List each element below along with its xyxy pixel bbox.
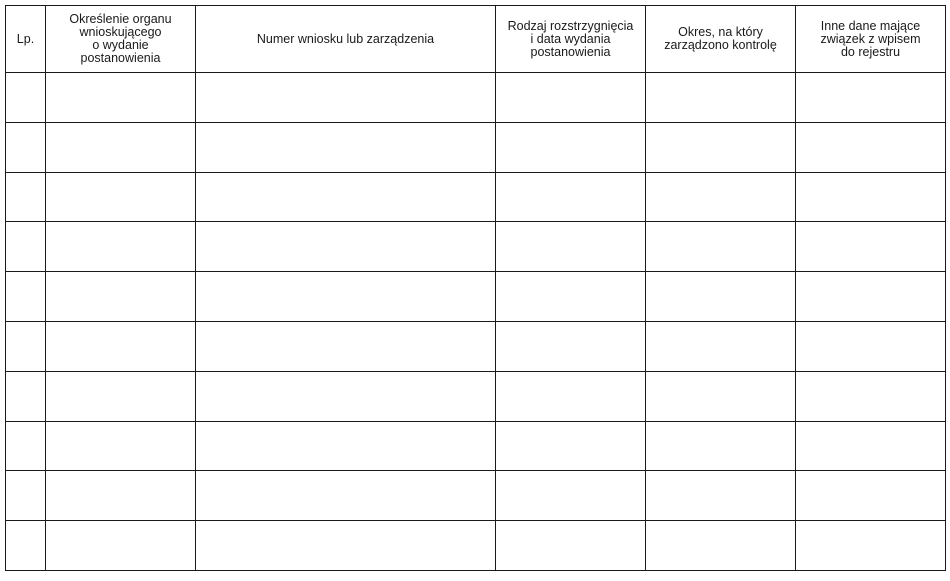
cell-okres — [646, 421, 796, 471]
cell-organ — [46, 371, 196, 421]
cell-rodzaj — [496, 122, 646, 172]
header-inne-line-1: Inne dane mające — [820, 18, 921, 33]
table-row — [6, 172, 946, 222]
cell-rodzaj — [496, 321, 646, 371]
cell-inne — [796, 272, 946, 322]
cell-numer — [196, 172, 496, 222]
header-rodzaj — [496, 6, 646, 73]
header-rodzaj-line-1: Rodzaj rozstrzygnięcia — [507, 18, 634, 33]
cell-rodzaj — [496, 272, 646, 322]
cell-okres — [646, 122, 796, 172]
cell-inne — [796, 471, 946, 521]
table-row — [6, 371, 946, 421]
header-inne-line-3: do rejestru — [840, 44, 901, 59]
cell-rodzaj — [496, 371, 646, 421]
cell-inne — [796, 371, 946, 421]
cell-organ — [46, 122, 196, 172]
table-row — [6, 521, 946, 571]
header-rodzaj-line-2: i data wydania — [530, 31, 611, 46]
header-numer — [196, 6, 496, 73]
header-inne — [796, 6, 946, 73]
table-row — [6, 122, 946, 172]
cell-okres — [646, 222, 796, 272]
table-row — [6, 471, 946, 521]
table-row — [6, 73, 946, 123]
cell-lp — [6, 321, 46, 371]
header-okres-line-1: Okres, na który — [678, 25, 763, 39]
header-lp — [6, 6, 46, 73]
cell-rodzaj — [496, 421, 646, 471]
cell-okres — [646, 471, 796, 521]
cell-rodzaj — [496, 471, 646, 521]
header-organ-line-4: postanowienia — [80, 51, 161, 65]
table-row — [6, 272, 946, 322]
cell-numer — [196, 371, 496, 421]
table-row — [6, 222, 946, 272]
cell-rodzaj — [496, 222, 646, 272]
cell-organ — [46, 272, 196, 322]
table-row — [6, 321, 946, 371]
cell-lp — [6, 222, 46, 272]
cell-inne — [796, 222, 946, 272]
table-body — [6, 73, 946, 571]
cell-inne — [796, 73, 946, 123]
cell-organ — [46, 471, 196, 521]
cell-okres — [646, 321, 796, 371]
cell-rodzaj — [496, 521, 646, 571]
cell-numer — [196, 471, 496, 521]
header-organ — [46, 6, 196, 73]
cell-numer — [196, 421, 496, 471]
cell-rodzaj — [496, 172, 646, 222]
header-rodzaj-line-3: postanowienia — [530, 44, 611, 59]
cell-inne — [796, 521, 946, 571]
cell-lp — [6, 371, 46, 421]
cell-organ — [46, 222, 196, 272]
cell-lp — [6, 73, 46, 123]
cell-lp — [6, 122, 46, 172]
cell-okres — [646, 521, 796, 571]
cell-numer — [196, 122, 496, 172]
header-okres — [646, 6, 796, 73]
cell-numer — [196, 521, 496, 571]
header-lp-line-1: Lp. — [16, 31, 35, 46]
header-inne-line-2: związek z wpisem — [820, 31, 921, 46]
cell-lp — [6, 421, 46, 471]
header-organ-line-3: o wydanie — [92, 38, 149, 52]
header-numer-line-1: Numer wniosku lub zarządzenia — [256, 31, 435, 46]
table-row — [6, 421, 946, 471]
cell-organ — [46, 73, 196, 123]
cell-numer — [196, 272, 496, 322]
cell-okres — [646, 272, 796, 322]
header-okres-line-2: zarządzono kontrolę — [664, 38, 777, 52]
cell-okres — [646, 73, 796, 123]
cell-organ — [46, 521, 196, 571]
cell-inne — [796, 172, 946, 222]
cell-numer — [196, 222, 496, 272]
cell-rodzaj — [496, 73, 646, 123]
header-organ-line-2: wnioskującego — [79, 25, 162, 39]
cell-okres — [646, 172, 796, 222]
cell-lp — [6, 471, 46, 521]
header-organ-line-1: Określenie organu — [69, 12, 172, 26]
cell-organ — [46, 421, 196, 471]
cell-lp — [6, 521, 46, 571]
register-table — [5, 5, 946, 571]
cell-lp — [6, 172, 46, 222]
cell-lp — [6, 272, 46, 322]
cell-numer — [196, 321, 496, 371]
cell-organ — [46, 321, 196, 371]
cell-numer — [196, 73, 496, 123]
header-row — [6, 6, 946, 73]
cell-inne — [796, 321, 946, 371]
cell-inne — [796, 421, 946, 471]
cell-organ — [46, 172, 196, 222]
cell-inne — [796, 122, 946, 172]
cell-okres — [646, 371, 796, 421]
